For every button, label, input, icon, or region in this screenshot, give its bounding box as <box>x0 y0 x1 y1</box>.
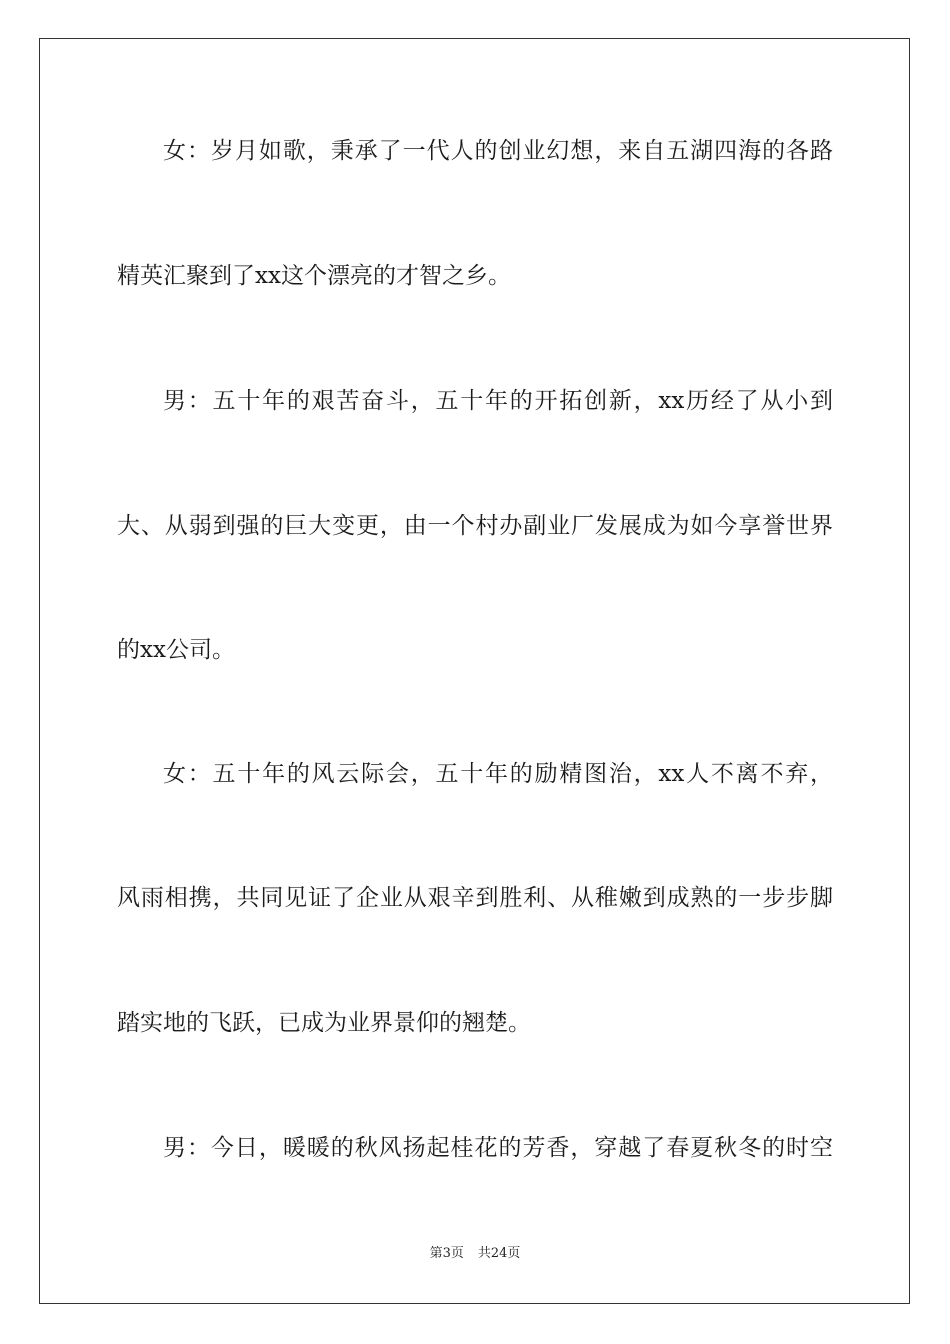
page-number: 第3页 <box>429 1246 464 1261</box>
text-line: 的xx公司。 <box>117 637 235 663</box>
text-line: 男：五十年的艰苦奋斗，五十年的开拓创新，xx历经了从小到 <box>163 388 833 414</box>
text-line: 女：五十年的风云际会，五十年的励精图治，xx人不离不弃， <box>163 761 833 787</box>
text-line: 踏实地的飞跃，已成为业界景仰的翘楚。 <box>117 1010 531 1036</box>
text-line: 女：岁月如歌，秉承了一代人的创业幻想，来自五湖四海的各路 <box>163 138 833 164</box>
text-line: 风雨相携，共同见证了企业从艰辛到胜利、从稚嫩到成熟的一步步脚 <box>117 885 833 911</box>
text-line: 精英汇聚到了xx这个漂亮的才智之乡。 <box>117 263 511 289</box>
page-total: 共24页 <box>477 1246 521 1261</box>
page-frame <box>39 38 910 1304</box>
page-footer <box>0 1245 950 1263</box>
text-line: 大、从弱到强的巨大变更，由一个村办副业厂发展成为如今享誉世界 <box>117 513 833 539</box>
text-line: 男：今日，暖暖的秋风扬起桂花的芳香，穿越了春夏秋冬的时空 <box>163 1135 833 1161</box>
